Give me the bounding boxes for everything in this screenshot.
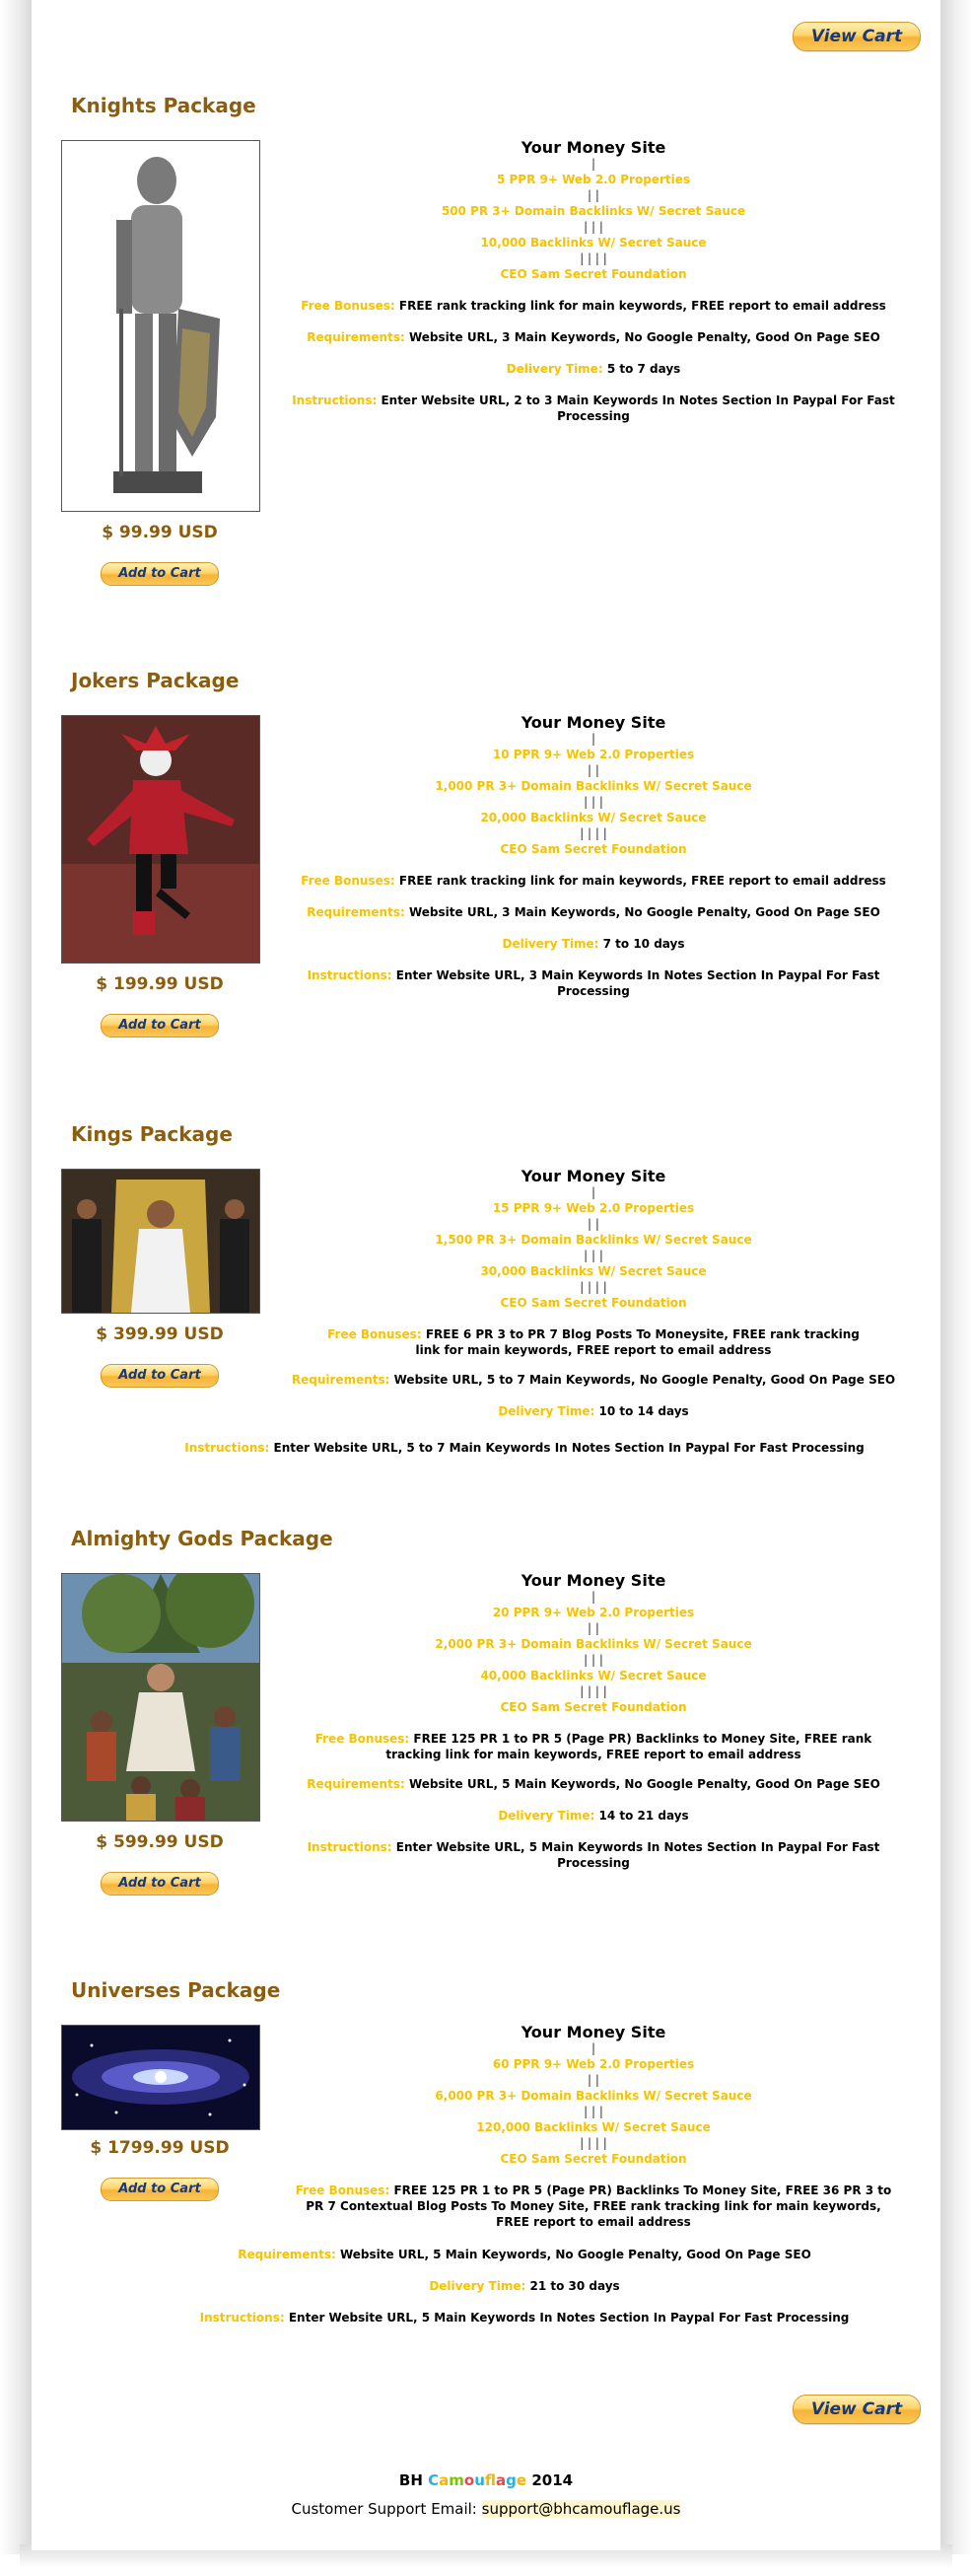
tier-3: 30,000 Backlinks W/ Secret Sauce bbox=[480, 1264, 707, 1278]
requirements-label: Requirements: bbox=[238, 2248, 336, 2261]
requirements-value: Website URL, 5 Main Keywords, No Google Penalty, Good On Page SEO bbox=[339, 2248, 811, 2261]
tier-separator: | | | bbox=[584, 1653, 603, 1667]
tier-3: 120,000 Backlinks W/ Secret Sauce bbox=[476, 2120, 711, 2134]
package-details bbox=[278, 1571, 909, 1871]
requirements-value: Website URL, 5 Main Keywords, No Google Penalty, Good On Page SEO bbox=[408, 1777, 880, 1791]
add-to-cart-button[interactable]: Add to Cart bbox=[101, 2178, 219, 2201]
bonuses-value: FREE 6 PR 3 to PR 7 Blog Posts To Moneysite, FREE rank tracking link for main keywords, FREE report to email address bbox=[415, 1327, 860, 1357]
delivery-label: Delivery Time: bbox=[498, 1809, 595, 1823]
requirements-row bbox=[278, 1776, 909, 1792]
tier-separator: | | | | bbox=[580, 1280, 607, 1294]
package-title: Jokers Package bbox=[71, 669, 240, 692]
package-details bbox=[278, 138, 909, 424]
tier-foundation: CEO Sam Secret Foundation bbox=[500, 1700, 687, 1714]
delivery-label: Delivery Time: bbox=[429, 2279, 526, 2293]
bonuses-row bbox=[278, 2182, 909, 2230]
footer-brand bbox=[32, 2471, 940, 2489]
tier-separator: | bbox=[590, 1590, 596, 1604]
instructions-row bbox=[278, 1839, 909, 1871]
tier-3: 20,000 Backlinks W/ Secret Sauce bbox=[480, 811, 707, 824]
money-site-label: Your Money Site bbox=[521, 1167, 666, 1185]
requirements-label: Requirements: bbox=[307, 330, 405, 344]
tier-foundation: CEO Sam Secret Foundation bbox=[500, 842, 687, 856]
brand-prefix: BH bbox=[398, 2471, 429, 2489]
view-cart-button-bottom[interactable]: View Cart bbox=[793, 2395, 921, 2424]
requirements-row bbox=[278, 329, 909, 345]
instructions-row bbox=[140, 2310, 909, 2326]
tier-foundation: CEO Sam Secret Foundation bbox=[500, 1296, 687, 1310]
package-title: Kings Package bbox=[71, 1122, 233, 1146]
bonuses-row bbox=[278, 1731, 909, 1762]
money-site-label: Your Money Site bbox=[521, 713, 666, 732]
tier-separator: | | bbox=[588, 1621, 599, 1635]
jester-image bbox=[61, 715, 260, 964]
tier-2: 6,000 PR 3+ Domain Backlinks W/ Secret Sauce bbox=[435, 2089, 752, 2103]
requirements-row bbox=[278, 904, 909, 920]
bonuses-label: Free Bonuses: bbox=[314, 1732, 410, 1746]
package-title: Knights Package bbox=[71, 94, 256, 117]
tier-separator: | | | bbox=[584, 2105, 603, 2118]
delivery-value: 7 to 10 days bbox=[602, 937, 685, 951]
brand-letter: a bbox=[439, 2471, 450, 2489]
tier-separator: | bbox=[590, 2041, 596, 2055]
delivery-value: 5 to 7 days bbox=[606, 362, 681, 376]
instructions-label: Instructions: bbox=[307, 1840, 392, 1854]
instructions-row bbox=[278, 393, 909, 424]
tier-1: 10 PPR 9+ Web 2.0 Properties bbox=[492, 748, 695, 761]
brand-letter: u bbox=[474, 2471, 485, 2489]
package-price: $ 1799.99 USD bbox=[90, 2138, 230, 2158]
instructions-label: Instructions: bbox=[292, 394, 378, 407]
tier-separator: | bbox=[590, 732, 596, 746]
tier-1: 20 PPR 9+ Web 2.0 Properties bbox=[492, 1606, 695, 1619]
brand-year: 2014 bbox=[526, 2471, 574, 2489]
tier-1: 15 PPR 9+ Web 2.0 Properties bbox=[492, 1201, 695, 1215]
bonuses-row bbox=[278, 1326, 909, 1358]
brand-letter: a bbox=[496, 2471, 507, 2489]
tier-separator: | | | bbox=[584, 1249, 603, 1262]
bonuses-value: FREE rank tracking link for main keywords, FREE report to email address bbox=[398, 299, 886, 313]
brand-letter: C bbox=[428, 2471, 440, 2489]
instructions-value: Enter Website URL, 2 to 3 Main Keywords In Notes Section In Paypal For Fast Processing bbox=[381, 394, 895, 423]
bonuses-value: FREE 125 PR 1 to PR 5 (Page PR) Backlinks To Money Site, FREE 36 PR 3 to PR 7 Contextual Blog Posts To Money Site, FREE rank tracking link for main keywords, FREE report to email address bbox=[306, 2183, 892, 2229]
tier-2: 500 PR 3+ Domain Backlinks W/ Secret Sauce bbox=[441, 204, 746, 218]
money-site-label: Your Money Site bbox=[521, 2023, 666, 2041]
page-shadow-left bbox=[0, 0, 32, 2554]
brand-letter: e bbox=[516, 2471, 527, 2489]
tier-separator: | | bbox=[588, 1217, 599, 1231]
instructions-label: Instructions: bbox=[199, 2311, 285, 2325]
support-line bbox=[32, 2500, 940, 2518]
galaxy-image bbox=[61, 2025, 260, 2130]
requirements-label: Requirements: bbox=[307, 905, 405, 919]
content-page bbox=[32, 0, 940, 2550]
money-site-label: Your Money Site bbox=[521, 138, 666, 157]
bonuses-label: Free Bonuses: bbox=[301, 874, 395, 888]
brand-letter: m bbox=[449, 2471, 464, 2489]
page-shadow-right bbox=[940, 0, 972, 2554]
tier-1: 5 PPR 9+ Web 2.0 Properties bbox=[496, 173, 690, 186]
tier-separator: | | bbox=[588, 188, 599, 202]
package-details bbox=[278, 713, 909, 999]
bonuses-value: FREE 125 PR 1 to PR 5 (Page PR) Backlinks to Money Site, FREE rank tracking link for main keywords, FREE report to email address bbox=[385, 1732, 872, 1761]
requirements-label: Requirements: bbox=[291, 1373, 390, 1387]
add-to-cart-button[interactable]: Add to Cart bbox=[101, 1364, 219, 1388]
bonuses-label: Free Bonuses: bbox=[327, 1327, 422, 1341]
requirements-value: Website URL, 3 Main Keywords, No Google Penalty, Good On Page SEO bbox=[408, 330, 880, 344]
bonuses-row bbox=[278, 298, 909, 314]
delivery-value: 21 to 30 days bbox=[529, 2279, 620, 2293]
delivery-label: Delivery Time: bbox=[506, 362, 603, 376]
instructions-label: Instructions: bbox=[184, 1441, 270, 1455]
delivery-row bbox=[140, 2278, 909, 2294]
tier-foundation: CEO Sam Secret Foundation bbox=[500, 267, 687, 281]
tier-separator: | | | bbox=[584, 220, 603, 234]
tier-2: 2,000 PR 3+ Domain Backlinks W/ Secret Sauce bbox=[435, 1637, 752, 1651]
delivery-row bbox=[278, 361, 909, 377]
delivery-value: 10 to 14 days bbox=[598, 1404, 689, 1418]
requirements-row bbox=[140, 2247, 909, 2262]
tier-separator: | bbox=[590, 1185, 596, 1199]
package-title: Universes Package bbox=[71, 1978, 281, 2002]
delivery-label: Delivery Time: bbox=[498, 1404, 595, 1418]
instructions-label: Instructions: bbox=[307, 968, 392, 982]
tier-3: 40,000 Backlinks W/ Secret Sauce bbox=[480, 1669, 707, 1682]
requirements-row bbox=[278, 1372, 909, 1388]
bonuses-label: Free Bonuses: bbox=[295, 2183, 390, 2197]
brand-letter: g bbox=[506, 2471, 517, 2489]
tier-separator: | | | | bbox=[580, 1684, 607, 1698]
requirements-value: Website URL, 5 to 7 Main Keywords, No Google Penalty, Good On Page SEO bbox=[393, 1373, 896, 1387]
add-to-cart-button[interactable]: Add to Cart bbox=[101, 1014, 219, 1038]
bonuses-row bbox=[278, 873, 909, 889]
support-label: Customer Support Email: bbox=[291, 2500, 482, 2518]
tier-separator: | | | | bbox=[580, 826, 607, 840]
gathering-painting-image bbox=[61, 1573, 260, 1822]
tier-1: 60 PPR 9+ Web 2.0 Properties bbox=[492, 2057, 695, 2071]
tier-2: 1,500 PR 3+ Domain Backlinks W/ Secret Sauce bbox=[435, 1233, 752, 1247]
requirements-value: Website URL, 3 Main Keywords, No Google Penalty, Good On Page SEO bbox=[408, 905, 880, 919]
requirements-label: Requirements: bbox=[307, 1777, 405, 1791]
package-title: Almighty Gods Package bbox=[71, 1527, 333, 1550]
king-throne-image bbox=[61, 1169, 260, 1314]
instructions-wide bbox=[140, 1440, 909, 1456]
knight-armor-image bbox=[61, 140, 260, 512]
instructions-value: Enter Website URL, 3 Main Keywords In Notes Section In Paypal For Fast Processing bbox=[395, 968, 880, 998]
delivery-value: 14 to 21 days bbox=[598, 1809, 689, 1823]
tier-separator: | | bbox=[588, 2073, 599, 2087]
bonuses-value: FREE rank tracking link for main keywords, FREE report to email address bbox=[398, 874, 886, 888]
instructions-row bbox=[140, 1440, 909, 1456]
package-details bbox=[278, 1167, 909, 1419]
tier-separator: | | bbox=[588, 763, 599, 777]
instructions-value: Enter Website URL, 5 Main Keywords In Notes Section In Paypal For Fast Processing bbox=[288, 2311, 850, 2325]
package-details bbox=[278, 2023, 909, 2230]
tier-3: 10,000 Backlinks W/ Secret Sauce bbox=[480, 236, 707, 250]
tier-separator: | | | | bbox=[580, 2136, 607, 2150]
support-email-link[interactable]: support@bhcamouflage.us bbox=[481, 2500, 681, 2518]
details-wide bbox=[140, 2247, 909, 2326]
tier-separator: | | | bbox=[584, 795, 603, 809]
delivery-row bbox=[278, 936, 909, 952]
view-cart-button-top[interactable]: View Cart bbox=[793, 22, 921, 51]
add-to-cart-button[interactable]: Add to Cart bbox=[101, 562, 219, 586]
tier-foundation: CEO Sam Secret Foundation bbox=[500, 2152, 687, 2166]
instructions-value: Enter Website URL, 5 to 7 Main Keywords In Notes Section In Paypal For Fast Processing bbox=[273, 1441, 865, 1455]
tier-2: 1,000 PR 3+ Domain Backlinks W/ Secret Sauce bbox=[435, 779, 752, 793]
add-to-cart-button[interactable]: Add to Cart bbox=[101, 1872, 219, 1896]
instructions-value: Enter Website URL, 5 Main Keywords In Notes Section In Paypal For Fast Processing bbox=[395, 1840, 880, 1870]
package-price: $ 399.99 USD bbox=[96, 1324, 224, 1344]
brand-letter: o bbox=[463, 2471, 475, 2489]
package-price: $ 199.99 USD bbox=[96, 974, 224, 994]
instructions-row bbox=[278, 967, 909, 999]
tier-separator: | | | | bbox=[580, 251, 607, 265]
brand-letter: f bbox=[484, 2471, 497, 2489]
package-price: $ 99.99 USD bbox=[102, 523, 218, 542]
package-price: $ 599.99 USD bbox=[96, 1832, 224, 1852]
delivery-label: Delivery Time: bbox=[502, 937, 599, 951]
money-site-label: Your Money Site bbox=[521, 1571, 666, 1590]
delivery-row bbox=[278, 1403, 909, 1419]
delivery-row bbox=[278, 1808, 909, 1824]
tier-separator: | bbox=[590, 157, 596, 171]
bonuses-label: Free Bonuses: bbox=[301, 299, 395, 313]
